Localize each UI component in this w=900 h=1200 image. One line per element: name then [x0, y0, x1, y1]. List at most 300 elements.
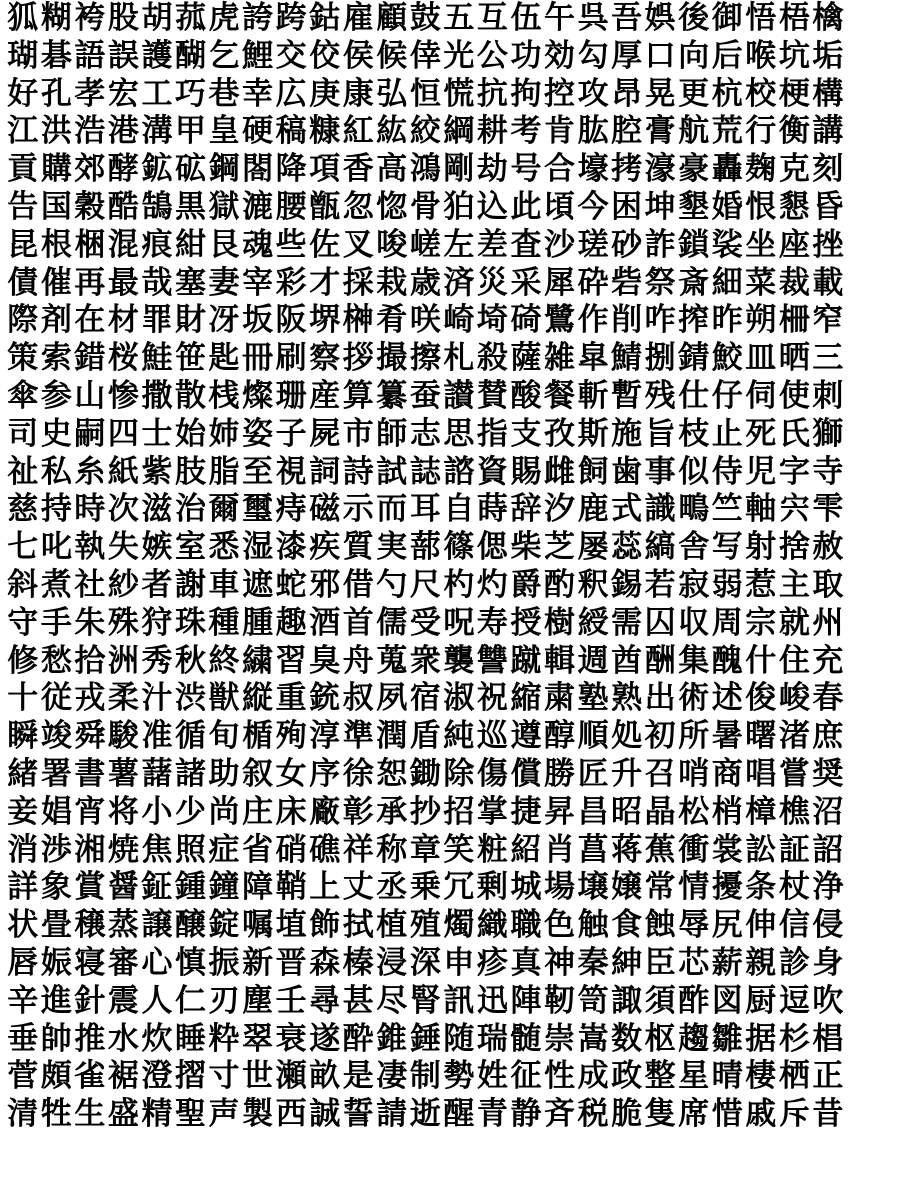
kanji-glyph: 後 [678, 0, 710, 36]
kanji-glyph: 鐘 [208, 869, 240, 906]
kanji-glyph: 御 [711, 0, 743, 36]
kanji-glyph: 儒 [376, 604, 408, 641]
kanji-glyph: 甲 [175, 113, 206, 150]
kanji-glyph: 謝 [175, 566, 206, 603]
kanji-glyph: 刷 [275, 340, 307, 377]
kanji-glyph: 少 [175, 793, 206, 830]
kanji-glyph: 称 [376, 831, 408, 868]
kanji-glyph: 薯 [107, 755, 139, 792]
kanji-glyph: 招 [443, 793, 475, 830]
kanji-glyph: 鋼 [208, 151, 240, 188]
kanji-glyph: 城 [510, 869, 542, 906]
kanji-glyph: 私 [40, 453, 72, 490]
kanji-glyph: 鵠 [141, 188, 173, 225]
kanji-glyph: 香 [342, 151, 374, 188]
kanji-glyph: 考 [510, 113, 542, 150]
kanji-glyph: 軸 [745, 491, 777, 528]
kanji-glyph: 陣 [510, 982, 542, 1019]
kanji-glyph: 者 [141, 566, 173, 603]
kanji-glyph: 柵 [778, 302, 810, 339]
kanji-glyph: 紅 [342, 113, 374, 150]
kanji-glyph: 獅 [812, 415, 844, 452]
kanji-glyph: 臭 [309, 642, 341, 679]
kanji-glyph: 粛 [544, 680, 576, 717]
kanji-glyph: 松 [678, 793, 710, 830]
kanji-glyph: 身 [812, 944, 844, 981]
kanji-glyph: 候 [376, 37, 408, 74]
kanji-glyph: 穣 [74, 907, 106, 944]
kanji-glyph: 靭 [544, 982, 576, 1019]
kanji-glyph: 視 [275, 453, 307, 490]
kanji-glyph: 伸 [745, 907, 777, 944]
kanji-glyph: 埴 [275, 907, 307, 944]
kanji-glyph: 杉 [778, 1020, 810, 1057]
kanji-glyph: 港 [107, 113, 139, 150]
kanji-glyph: 濠 [644, 151, 676, 188]
kanji-glyph: 爾 [208, 491, 240, 528]
kanji-glyph: 藷 [141, 755, 173, 792]
kanji-glyph: 后 [711, 37, 743, 74]
kanji-row [6, 869, 900, 907]
kanji-glyph: 衝 [678, 831, 710, 868]
kanji-glyph: 喉 [745, 37, 777, 74]
kanji-glyph: 諮 [443, 453, 475, 490]
kanji-glyph: 淑 [443, 680, 475, 717]
kanji-glyph: 車 [208, 566, 240, 603]
kanji-glyph: 枢 [644, 1020, 676, 1057]
kanji-glyph: 随 [443, 1020, 475, 1057]
kanji-glyph: 災 [476, 264, 508, 301]
kanji-glyph: 斥 [778, 1096, 810, 1133]
kanji-glyph: 塵 [242, 982, 274, 1019]
kanji-glyph: 坑 [778, 37, 810, 74]
kanji-glyph: 堺 [309, 302, 341, 339]
kanji-glyph: 昂 [611, 75, 643, 112]
kanji-glyph: 静 [510, 1096, 542, 1133]
kanji-glyph: 哉 [141, 264, 173, 301]
kanji-row [6, 454, 900, 492]
kanji-glyph: 璽 [242, 491, 274, 528]
kanji-glyph: 榛 [342, 944, 374, 981]
kanji-glyph: 睡 [175, 1020, 206, 1057]
kanji-glyph: 肴 [376, 302, 408, 339]
kanji-glyph: 嵩 [577, 1020, 609, 1057]
kanji-glyph: 柴 [510, 529, 542, 566]
kanji-glyph: 腎 [409, 982, 441, 1019]
kanji-row [6, 378, 900, 416]
kanji-glyph: 拭 [342, 907, 374, 944]
kanji-glyph: 獄 [208, 188, 240, 225]
kanji-glyph: 瑳 [577, 226, 609, 263]
kanji-glyph: 裾 [107, 1058, 139, 1095]
kanji-glyph: 索 [40, 340, 72, 377]
kanji-glyph: 詞 [309, 453, 341, 490]
kanji-glyph: 咲 [409, 302, 441, 339]
kanji-glyph: 市 [342, 415, 374, 452]
kanji-glyph: 字 [778, 453, 810, 490]
kanji-glyph: 飾 [309, 907, 341, 944]
kanji-glyph: 宰 [242, 264, 274, 301]
kanji-glyph: 囚 [644, 604, 676, 641]
kanji-glyph: 塞 [175, 264, 206, 301]
kanji-glyph: 死 [745, 415, 777, 452]
kanji-glyph: 窄 [812, 302, 844, 339]
kanji-glyph: 醸 [175, 907, 206, 944]
kanji-glyph: 斎 [678, 264, 710, 301]
kanji-glyph: 治 [175, 491, 206, 528]
kanji-glyph: 瑞 [476, 1020, 508, 1057]
kanji-glyph: 舎 [678, 529, 710, 566]
kanji-glyph: 柔 [107, 680, 139, 717]
kanji-glyph: 伺 [745, 377, 777, 414]
kanji-glyph: 溝 [141, 113, 173, 150]
kanji-glyph: 守 [7, 604, 39, 641]
kanji-glyph: 俊 [745, 680, 777, 717]
kanji-glyph: 暑 [711, 718, 743, 755]
kanji-glyph: 墾 [678, 188, 710, 225]
kanji-glyph: 仔 [711, 377, 743, 414]
kanji-glyph: 射 [745, 529, 777, 566]
kanji-glyph: 誓 [342, 1096, 374, 1133]
kanji-glyph: 宵 [74, 793, 106, 830]
kanji-glyph: 采 [510, 264, 542, 301]
kanji-glyph: 訟 [745, 831, 777, 868]
kanji-glyph: 遮 [242, 566, 274, 603]
kanji-glyph: 上 [309, 869, 341, 906]
kanji-glyph: 税 [577, 1096, 609, 1133]
kanji-glyph: 床 [275, 793, 307, 830]
kanji-glyph: 森 [309, 944, 341, 981]
kanji-glyph: 迅 [476, 982, 508, 1019]
kanji-glyph: 高 [376, 151, 408, 188]
kanji-glyph: 衆 [409, 642, 441, 679]
kanji-glyph: 侍 [711, 453, 743, 490]
kanji-glyph: 宏 [107, 75, 139, 112]
kanji-glyph: 数 [611, 1020, 643, 1057]
kanji-glyph: 碁 [40, 37, 72, 74]
kanji-glyph: 宗 [745, 604, 777, 641]
kanji-glyph: 昆 [7, 226, 39, 263]
kanji-glyph: 衰 [275, 1020, 307, 1057]
kanji-glyph: 性 [544, 1058, 576, 1095]
kanji-glyph: 獣 [208, 680, 240, 717]
kanji-glyph: 誇 [242, 0, 274, 36]
kanji-glyph: 粧 [476, 831, 508, 868]
kanji-glyph: 醇 [544, 718, 576, 755]
kanji-glyph: 種 [208, 604, 240, 641]
kanji-glyph: 伍 [510, 0, 542, 36]
kanji-glyph: 稿 [275, 113, 307, 150]
kanji-glyph: 冊 [242, 340, 274, 377]
kanji-glyph: 詐 [644, 226, 676, 263]
kanji-glyph: 職 [510, 907, 542, 944]
kanji-glyph: 志 [409, 415, 441, 452]
kanji-glyph: 試 [376, 453, 408, 490]
kanji-glyph: 習 [275, 642, 307, 679]
kanji-glyph: 殊 [107, 604, 139, 641]
kanji-glyph: 匠 [577, 755, 609, 792]
kanji-glyph: 樟 [745, 793, 777, 830]
kanji-glyph: 室 [175, 529, 206, 566]
kanji-row [6, 227, 900, 265]
kanji-glyph: 祭 [644, 264, 676, 301]
kanji-glyph: 旬 [208, 718, 240, 755]
kanji-glyph: 購 [40, 151, 72, 188]
kanji-glyph: 嵯 [409, 226, 441, 263]
kanji-glyph: 竺 [711, 491, 743, 528]
kanji-glyph: 匙 [208, 340, 240, 377]
kanji-glyph: 就 [778, 604, 810, 641]
kanji-glyph: 庄 [242, 793, 274, 830]
kanji-glyph: 推 [74, 1020, 106, 1057]
kanji-glyph: 春 [812, 680, 844, 717]
kanji-glyph: 跨 [275, 0, 307, 36]
kanji-glyph: 才 [309, 264, 341, 301]
kanji-glyph: 妻 [208, 264, 240, 301]
kanji-row [6, 567, 900, 605]
kanji-glyph: 腫 [242, 604, 274, 641]
kanji-glyph: 牲 [40, 1096, 72, 1133]
kanji-glyph: 鋤 [409, 755, 441, 792]
kanji-glyph: 檎 [812, 0, 844, 36]
kanji-glyph: 至 [242, 453, 274, 490]
kanji-glyph: 将 [107, 793, 139, 830]
kanji-glyph: 吹 [812, 982, 844, 1019]
kanji-glyph: 浄 [812, 869, 844, 906]
kanji-glyph: 魂 [242, 226, 274, 263]
kanji-glyph: 讃 [443, 377, 475, 414]
kanji-glyph: 乗 [409, 869, 441, 906]
kanji-glyph: 雛 [711, 1020, 743, 1057]
kanji-glyph: 菜 [745, 264, 777, 301]
kanji-glyph: 混 [107, 226, 139, 263]
kanji-glyph: 縞 [644, 529, 676, 566]
kanji-glyph: 捨 [778, 529, 810, 566]
kanji-row [6, 983, 900, 1021]
kanji-row [6, 605, 900, 643]
kanji-glyph: 色 [544, 907, 576, 944]
kanji-glyph: 黒 [175, 188, 206, 225]
kanji-glyph: 承 [376, 793, 408, 830]
kanji-glyph: 狐 [7, 0, 39, 36]
kanji-glyph: 升 [611, 755, 643, 792]
kanji-glyph: 珊 [275, 377, 307, 414]
kanji-glyph: 刺 [812, 377, 844, 414]
kanji-glyph: 勢 [443, 1058, 475, 1095]
kanji-glyph: 制 [409, 1058, 441, 1095]
kanji-glyph: 捷 [510, 793, 542, 830]
kanji-glyph: 思 [443, 415, 475, 452]
kanji-glyph: 自 [443, 491, 475, 528]
kanji-glyph: 執 [74, 529, 106, 566]
kanji-glyph: 逗 [778, 982, 810, 1019]
kanji-glyph: 脆 [611, 1096, 643, 1133]
kanji-glyph: 菖 [577, 831, 609, 868]
kanji-glyph: 娼 [40, 793, 72, 830]
kanji-glyph: 錘 [409, 1020, 441, 1057]
kanji-glyph: 鎖 [678, 226, 710, 263]
kanji-glyph: 篠 [443, 529, 475, 566]
kanji-glyph: 姿 [242, 415, 274, 452]
kanji-glyph: 凄 [376, 1058, 408, 1095]
kanji-glyph: 笹 [175, 340, 206, 377]
kanji-glyph: 質 [342, 529, 374, 566]
kanji-glyph: 昨 [711, 302, 743, 339]
kanji-glyph: 材 [107, 302, 139, 339]
kanji-glyph: 似 [678, 453, 710, 490]
kanji-glyph: 笥 [577, 982, 609, 1019]
kanji-glyph: 惚 [376, 188, 408, 225]
kanji-glyph: 曙 [745, 718, 777, 755]
kanji-glyph: 垢 [812, 37, 844, 74]
kanji-glyph: 攻 [577, 75, 609, 112]
kanji-glyph: 子 [275, 415, 307, 452]
kanji-glyph: 壌 [577, 869, 609, 906]
kanji-row [6, 76, 900, 114]
kanji-glyph: 漉 [242, 188, 274, 225]
kanji-glyph: 懇 [778, 188, 810, 225]
kanji-glyph: 取 [812, 566, 844, 603]
kanji-glyph: 向 [678, 37, 710, 74]
kanji-glyph: 紙 [107, 453, 139, 490]
kanji-glyph: 奨 [812, 755, 844, 792]
kanji-glyph: 新 [242, 944, 274, 981]
kanji-glyph: 宍 [778, 491, 810, 528]
kanji-glyph: 聖 [175, 1096, 206, 1133]
kanji-glyph: 重 [275, 680, 307, 717]
kanji-glyph: 惹 [745, 566, 777, 603]
kanji-glyph: 使 [778, 377, 810, 414]
kanji-glyph: 塾 [577, 680, 609, 717]
kanji-glyph: 勺 [376, 566, 408, 603]
kanji-glyph: 収 [678, 604, 710, 641]
kanji-glyph: 座 [778, 226, 810, 263]
kanji-glyph: 彰 [342, 793, 374, 830]
kanji-glyph: 消 [7, 831, 39, 868]
kanji-glyph: 参 [40, 377, 72, 414]
kanji-glyph: 厚 [611, 37, 643, 74]
kanji-glyph: 幸 [242, 75, 274, 112]
kanji-glyph: 済 [443, 264, 475, 301]
kanji-glyph: 止 [711, 415, 743, 452]
kanji-glyph: 尽 [376, 982, 408, 1019]
kanji-glyph: 碕 [510, 302, 542, 339]
kanji-glyph: 江 [7, 113, 39, 150]
kanji-glyph: 祉 [7, 453, 39, 490]
kanji-glyph: 詩 [342, 453, 374, 490]
kanji-glyph: 屍 [309, 415, 341, 452]
kanji-glyph: 醜 [711, 642, 743, 679]
kanji-glyph: 受 [409, 604, 441, 641]
kanji-glyph: 閤 [242, 151, 274, 188]
kanji-glyph: 侯 [342, 37, 374, 74]
kanji-glyph: 巧 [175, 75, 206, 112]
kanji-glyph: 廠 [309, 793, 341, 830]
kanji-glyph: 章 [409, 831, 441, 868]
kanji-glyph: 裟 [711, 226, 743, 263]
kanji-glyph: 耕 [476, 113, 508, 150]
kanji-glyph: 肖 [544, 831, 576, 868]
kanji-glyph: 肱 [577, 113, 609, 150]
kanji-glyph: 銃 [309, 680, 341, 717]
kanji-glyph: 栽 [376, 264, 408, 301]
kanji-glyph: 詳 [7, 869, 39, 906]
kanji-row [6, 340, 900, 378]
kanji-glyph: 鍾 [175, 869, 206, 906]
kanji-glyph: 礁 [309, 831, 341, 868]
kanji-glyph: 粋 [208, 1020, 240, 1057]
kanji-glyph: 蚕 [409, 377, 441, 414]
kanji-glyph: 恕 [376, 755, 408, 792]
kanji-glyph: 澄 [141, 1058, 173, 1095]
kanji-glyph: 晒 [778, 340, 810, 377]
kanji-row [6, 189, 900, 227]
kanji-glyph: 功 [510, 37, 542, 74]
kanji-glyph: 杭 [711, 75, 743, 112]
kanji-glyph: 終 [208, 642, 240, 679]
kanji-glyph: 犀 [544, 264, 576, 301]
kanji-glyph: 椙 [812, 1020, 844, 1057]
kanji-glyph: 晋 [275, 944, 307, 981]
kanji-glyph: 鮫 [711, 340, 743, 377]
kanji-glyph: 慈 [7, 491, 39, 528]
kanji-glyph: 薪 [711, 944, 743, 981]
kanji-glyph: 士 [141, 415, 173, 452]
kanji-glyph: 孔 [40, 75, 72, 112]
kanji-glyph: 珠 [175, 604, 206, 641]
kanji-glyph: 縮 [510, 680, 542, 717]
kanji-glyph: 書 [74, 755, 106, 792]
kanji-glyph: 賜 [510, 453, 542, 490]
kanji-glyph: 歯 [611, 453, 643, 490]
kanji-glyph: 光 [443, 37, 475, 74]
kanji-glyph: 詔 [812, 831, 844, 868]
kanji-glyph: 冴 [208, 302, 240, 339]
kanji-glyph: 鮭 [141, 340, 173, 377]
kanji-glyph: 餐 [544, 377, 576, 414]
kanji-glyph: 晴 [711, 1058, 743, 1095]
kanji-glyph: 摺 [175, 1058, 206, 1095]
kanji-glyph: 惨 [107, 377, 139, 414]
kanji-glyph: 持 [40, 491, 72, 528]
kanji-glyph: 審 [107, 944, 139, 981]
kanji-glyph: 郊 [74, 151, 106, 188]
kanji-glyph: 悉 [208, 529, 240, 566]
kanji-glyph: 寂 [678, 566, 710, 603]
kanji-glyph: 剰 [476, 869, 508, 906]
kanji-glyph: 娠 [40, 944, 72, 981]
kanji-glyph: 生 [74, 1096, 106, 1133]
kanji-glyph: 作 [577, 302, 609, 339]
kanji-glyph: 識 [644, 491, 676, 528]
kanji-glyph: 正 [812, 1058, 844, 1095]
kanji-glyph: 淳 [309, 718, 341, 755]
kanji-glyph: 鞘 [275, 869, 307, 906]
kanji-glyph: 姓 [476, 1058, 508, 1095]
kanji-glyph: 策 [7, 340, 39, 377]
kanji-glyph: 洪 [40, 113, 72, 150]
kanji-glyph: 児 [745, 453, 777, 490]
kanji-glyph: 痕 [141, 226, 173, 263]
kanji-glyph: 施 [611, 415, 643, 452]
kanji-glyph: 深 [409, 944, 441, 981]
kanji-glyph: 恨 [745, 188, 777, 225]
kanji-glyph: 振 [208, 944, 240, 981]
kanji-glyph: 据 [745, 1020, 777, 1057]
kanji-glyph: 秋 [175, 642, 206, 679]
kanji-glyph: 鹿 [577, 491, 609, 528]
kanji-glyph: 骨 [409, 188, 441, 225]
